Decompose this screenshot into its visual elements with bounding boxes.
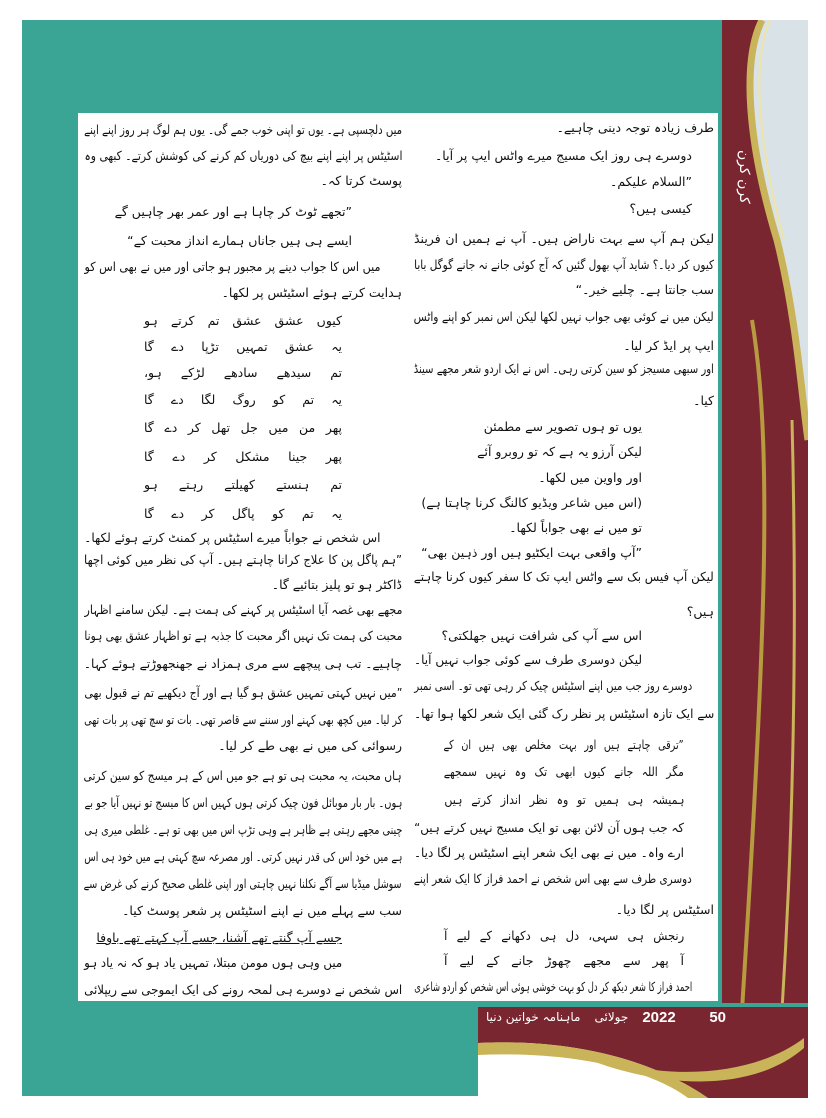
- page-number: 50: [709, 1008, 726, 1026]
- right-column-line: اور واوین میں لکھا۔: [538, 470, 642, 485]
- left-column-line: چاہیے۔ تب ہی پیچھے سے مری ہمزاد نے جھنجھوڑتے ہوئے کہا۔: [84, 656, 402, 671]
- right-column-line: ”السلام علیکم۔: [610, 174, 692, 189]
- right-column-line: احمد فراز کا شعر دیکھ کر دل کو بہت خوشی ہوئی اس شخص کو اردو شاعری: [414, 979, 692, 994]
- left-column-line: ہاں محبت، یہ محبت ہی تو ہے جو میں اس کے ہر میسج کو سین کرتی: [83, 768, 402, 783]
- right-column-line: ایپ پر ایڈ کر لیا۔: [623, 338, 714, 353]
- right-column-line: دوسرے روز جب میں اپنے اسٹیٹس چیک کر رہی تھی تو۔ اسی نمبر: [413, 678, 692, 693]
- issue-year: 2022: [642, 1008, 676, 1026]
- left-column-line: ”ہم پاگل پن کا علاج کرانا چاہتے ہیں۔ آپ کی نظر میں کوئی اچھا: [84, 552, 402, 567]
- left-column-line: ”میں نہیں کہتی تمہیں عشق ہو گیا ہے اور آج دیکھیے تم نے قبول بھی: [84, 685, 402, 700]
- right-column-line: یوں تو ہوں تصویر سے مطمئن: [483, 419, 642, 434]
- right-column-line: لیکن میں نے کوئی بھی جواب نہیں لکھا لیکن اس نمبر کو اپنے واٹس: [413, 309, 714, 324]
- left-column-line: سب سے پہلے میں نے اپنے اسٹیٹس پر شعر پوسٹ کیا۔: [122, 903, 402, 918]
- right-column-line: لیکن آپ فیس بک سے واٹس ایپ تک کا سفر کیوں کرنا چاہتے: [413, 569, 714, 584]
- right-column-line: دوسرے ہی روز ایک مسیج میرے واٹس ایپ پر آیا۔: [434, 148, 692, 163]
- left-column-line: پھر جینا مشکل کر دے گا: [144, 449, 342, 464]
- left-column-line: یہ عشق تمہیں تڑپا دے گا: [144, 339, 342, 354]
- left-column-line: سوشل میڈیا سے آگے نکلنا نہیں چاہتی اور اپنی غلطی صحیح کرنے کی غرض سے: [84, 876, 402, 891]
- left-column-line: ایسے ہی ہیں جاناں ہمارے انداز محبت کے“: [127, 233, 352, 248]
- right-column-line: ہمیشہ ہی ہمیں تو وہ نظر انداز کرتے ہیں: [443, 792, 684, 807]
- right-column-line: اس سے آپ کی شرافت نہیں جھلکتی؟: [441, 628, 642, 643]
- left-column-line: ہوں۔ بار بار موبائل فون چیک کرتی ہوں کہیں اس کا میسج تو نہیں آیا جو بے: [84, 795, 402, 810]
- right-column-line: کیوں کر دیا۔؟ شاید آپ بھول گئیں کہ آج کوئی جانے نہ جانے گوگل بابا: [414, 257, 714, 272]
- left-column-line: ڈاکٹر ہو تو پلیز بتائیے گا۔: [271, 577, 402, 592]
- right-column-line: مگر اللہ جانے کیوں ابھی تک وہ نہیں سمجھے: [443, 764, 684, 779]
- right-column-line: ہیں؟: [686, 604, 714, 619]
- left-column-line: ہے میں خود اس کی قدر نہیں کرتی۔ اور مصرعہ سچ کہتی ہے میں خود ہی اس: [83, 849, 402, 864]
- left-column-line: ہدایت کرتے ہوئے اسٹیٹس پر لکھا۔: [221, 285, 402, 300]
- left-column-line: پوسٹ کرتا کہ۔: [320, 173, 402, 188]
- left-column-line: یہ تم کو پاگل کر دے گا: [144, 506, 342, 521]
- right-column-line: (اس میں شاعر ویڈیو کالنگ کرنا چاہتا ہے): [421, 495, 642, 510]
- right-column-line: دوسری طرف سے بھی اس شخص نے احمد فراز کا ایک شعر اپنے: [413, 871, 692, 886]
- left-column-line: چینی مجھے رہتی ہے ظاہر ہے وہی تڑپ اس میں بھی تو ہے۔ غلطی میری ہی: [83, 822, 402, 837]
- left-column-line: کر لیا۔ میں کچھ بھی کہنے اور سننے سے قاصر تھی۔ بات تو سچ تھی پر بات تھی: [83, 712, 402, 727]
- left-column-line: کیوں عشق عشق تم کرتے ہو: [144, 313, 342, 328]
- right-column-line: رنجش ہی سہی، دل ہی دکھانے کے لیے آ: [443, 928, 684, 943]
- left-column-line: میں اس کا جواب دینے پر مجبور ہو جاتی اور میں نے بھی اس کو: [84, 259, 380, 274]
- issue-month: جولائی: [594, 1010, 629, 1024]
- right-column-line: کہ جب ہوں آن لائن بھی تو ایک مسیج نہیں کرتے ہیں“: [414, 820, 684, 835]
- right-column-line: ارے واہ۔ میں نے بھی ایک شعر اپنے اسٹیٹس پر لگا دیا۔: [413, 845, 684, 860]
- right-column-line: تو میں نے بھی جواباً لکھا۔: [509, 520, 642, 535]
- right-column-line: طرف زیادہ توجہ دینی چاہیے۔: [556, 120, 714, 135]
- right-column-line: اسٹیٹس پر لگا دیا۔: [615, 902, 714, 917]
- left-column-line: اس شخص نے جواباً میرے اسٹیٹس پر کمنٹ کرتے ہوئے لکھا۔: [83, 530, 380, 545]
- section-label: کرن کرن: [736, 150, 752, 204]
- left-column-line: اسٹیٹس پر اپنے اپنے بیچ کی دوریاں کم کرنے کی کوشش کرتے۔ کبھی وہ: [83, 148, 402, 163]
- left-column-line: پھر من میں جل تھل کر دے گا: [144, 420, 342, 435]
- left-column-line: میں وہی ہوں مومن مبتلا، تمہیں یاد ہو کہ نہ یاد ہو: [83, 955, 342, 970]
- footer-text-row: [486, 1006, 726, 1028]
- decorative-side-banner: [722, 20, 808, 1010]
- right-column-line: لیکن ہم آپ سے بہت ناراض ہیں۔ آپ نے ہمیں ان فرینڈ: [414, 231, 714, 246]
- magazine-name: ماہنامہ خواتین دنیا: [486, 1010, 581, 1024]
- right-column-line: سب جانتا ہے۔ چلیے خیر۔“: [575, 282, 714, 297]
- left-column-line: اس شخص نے دوسرے ہی لمحہ رونے کی ایک ایموجی سے ریپلائی: [83, 982, 402, 997]
- left-column-line: ”تجھے ٹوٹ کر چاہا ہے اور عمر بھر چاہیں گے: [114, 204, 352, 219]
- right-column-line: لیکن دوسری طرف سے کوئی جواب نہیں آیا۔: [413, 652, 642, 667]
- right-column-line: ”ترقی چاہتے ہیں اور بہت مخلص بھی ہیں ان کے: [443, 737, 684, 752]
- right-column-line: لیکن آرزو یہ ہے کہ تو روبرو آئے: [477, 444, 642, 459]
- right-column-line: ”آپ واقعی بہت ایکٹیو ہیں اور ذہین بھی“: [421, 545, 642, 560]
- right-column-line: اور سبھی مسیجز کو سین کرتی رہی۔ اس نے ایک اردو شعر مجھے سینڈ: [413, 361, 714, 376]
- left-column-line: تم ہنستے کھیلتے رہتے ہو: [144, 477, 342, 492]
- right-column-line: آ پھر سے مجھے چھوڑ جانے کے لیے آ: [444, 953, 684, 968]
- left-column-line: یہ تم کو روگ لگا دے گا: [144, 392, 342, 407]
- right-column-line: سے ایک تازہ اسٹیٹس پر نظر رک گئی ایک شعر لکھا ہوا تھا۔: [413, 706, 714, 721]
- left-column-line: تم سیدھے سادھے لڑکے ہو،: [144, 365, 342, 380]
- left-column-line: محبت کی ہمت تک نہیں اگر محبت کا جذبہ ہے تو اظہار عشق بھی ہونا: [84, 628, 402, 643]
- right-column-line: کیسی ہیں؟: [629, 201, 692, 216]
- left-column-line: مجھے بھی غصہ آیا اسٹیٹس پر کہنے کی ہمت ہے۔ لیکن سامنے اظہار: [84, 602, 402, 617]
- right-column-line: کیا۔: [693, 393, 714, 408]
- left-column-line: رسوائی کی میں نے بھی طے کر لیا۔: [218, 738, 402, 753]
- left-column-line: میں دلچسپی ہے۔ یوں تو اپنی خوب جمے گی۔ یوں ہم لوگ ہر روز اپنے اپنے: [84, 122, 402, 137]
- left-column-line: جسے آپ گنتے تھے آشنا، جسے آپ کہتے تھے باوفا: [96, 930, 342, 945]
